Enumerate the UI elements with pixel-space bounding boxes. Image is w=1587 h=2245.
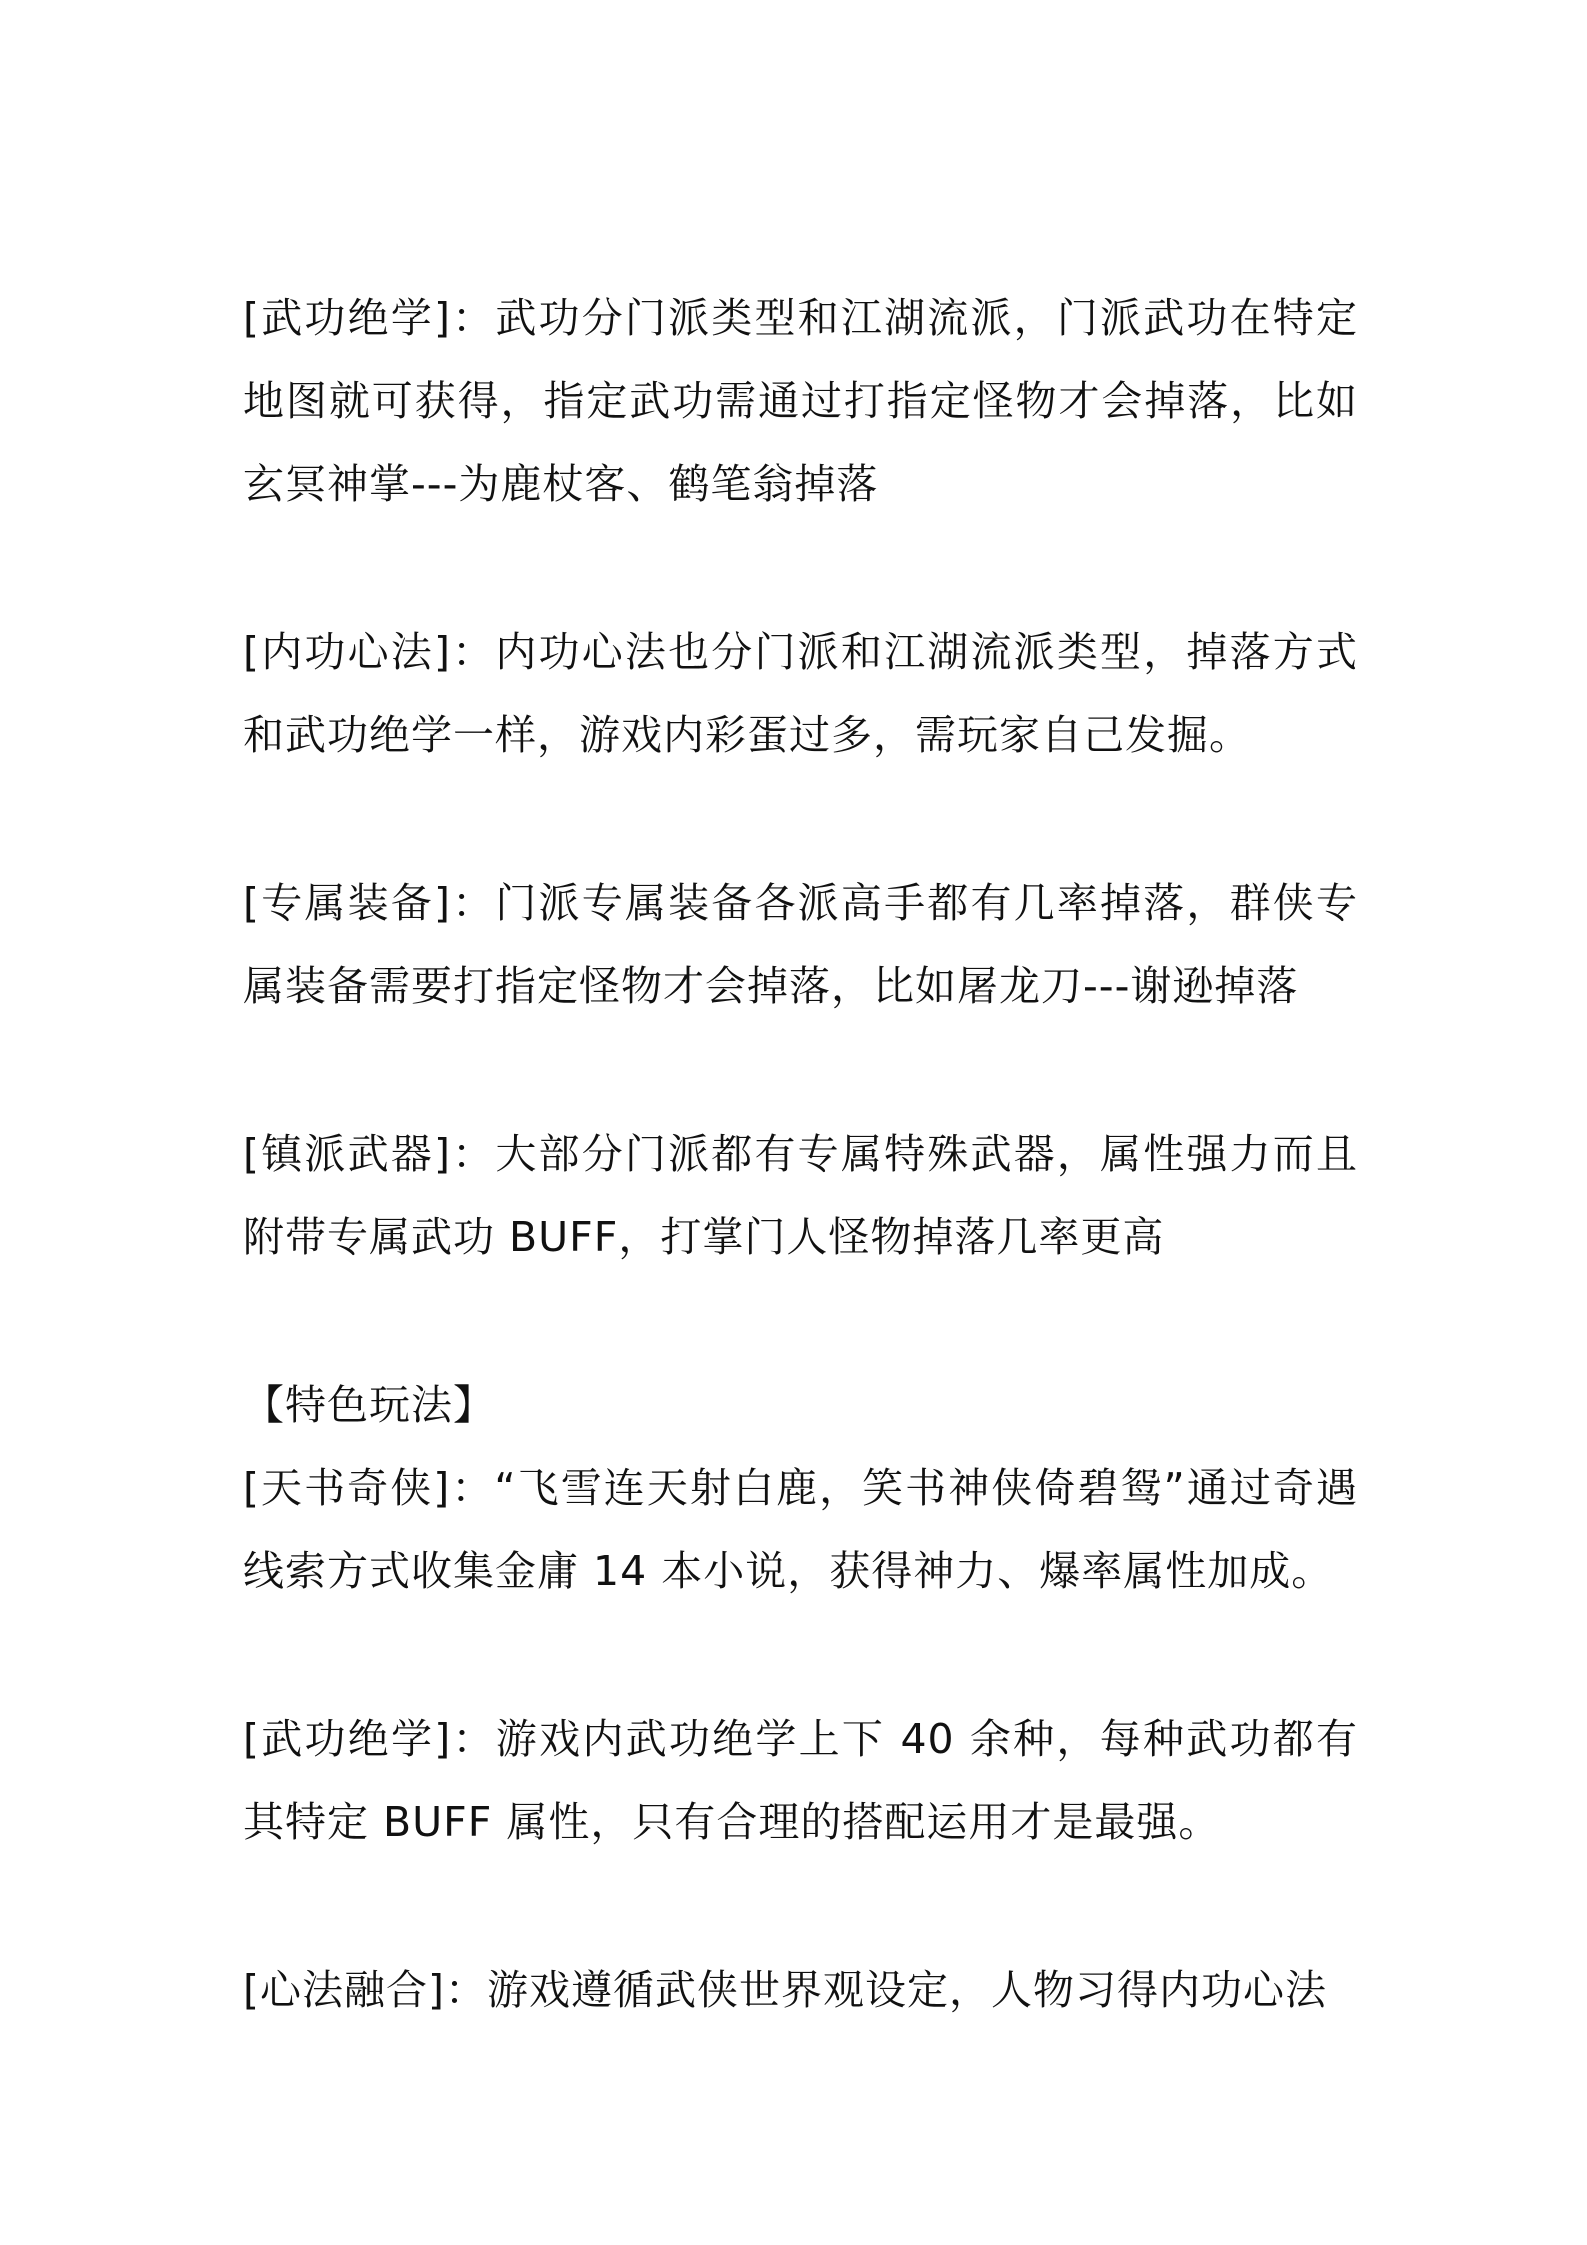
paragraph-wugong-juexue-1: [武功绝学]：武功分门派类型和江湖流派，门派武功在特定地图就可获得，指定武功需通过打指定怪物才会掉落，比如玄冥神掌---为鹿杖客、鹤笔翁掉落: [243, 294, 1358, 508]
paragraph-wugong-juexue-2: [武功绝学]：游戏内武功绝学上下 40 余种，每种武功都有其特定 BUFF 属性，只有合理的搭配运用才是最强。: [243, 1715, 1358, 1846]
paragraph-gap: [243, 1028, 1358, 1113]
paragraph-gap: [243, 1864, 1358, 1949]
paragraph-xinfa-ronghe: [心法融合]：游戏遵循武侠世界观设定，人物习得内功心法: [243, 1966, 1327, 2014]
paragraph-zhenpai-wuqi: [镇派武器]：大部分门派都有专属特殊武器，属性强力而且附带专属武功 BUFF，打掌门人怪物掉落几率更高: [243, 1130, 1358, 1261]
paragraph-gap: [243, 526, 1358, 611]
paragraph-gap: [243, 1613, 1358, 1698]
paragraph-zhuanshu-zhuangbei: [专属装备]：门派专属装备各派高手都有几率掉落，群侠专属装备需要打指定怪物才会掉落，比如屠龙刀---谢逊掉落: [243, 879, 1358, 1010]
paragraph-gap: [243, 1279, 1358, 1364]
document-body: [243, 277, 1358, 2032]
paragraph-gap: [243, 777, 1358, 862]
paragraph-neigong-xinfa: [内功心法]：内功心法也分门派和江湖流派类型，掉落方式和武功绝学一样，游戏内彩蛋过多，需玩家自己发掘。: [243, 628, 1358, 759]
paragraph-tianshu-qixia: [天书奇侠]：“飞雪连天射白鹿，笑书神侠倚碧鸳”通过奇遇线索方式收集金庸 14 本小说，获得神力、爆率属性加成。: [243, 1464, 1358, 1595]
section-heading-tese-wanfa: 【特色玩法】: [243, 1381, 495, 1429]
